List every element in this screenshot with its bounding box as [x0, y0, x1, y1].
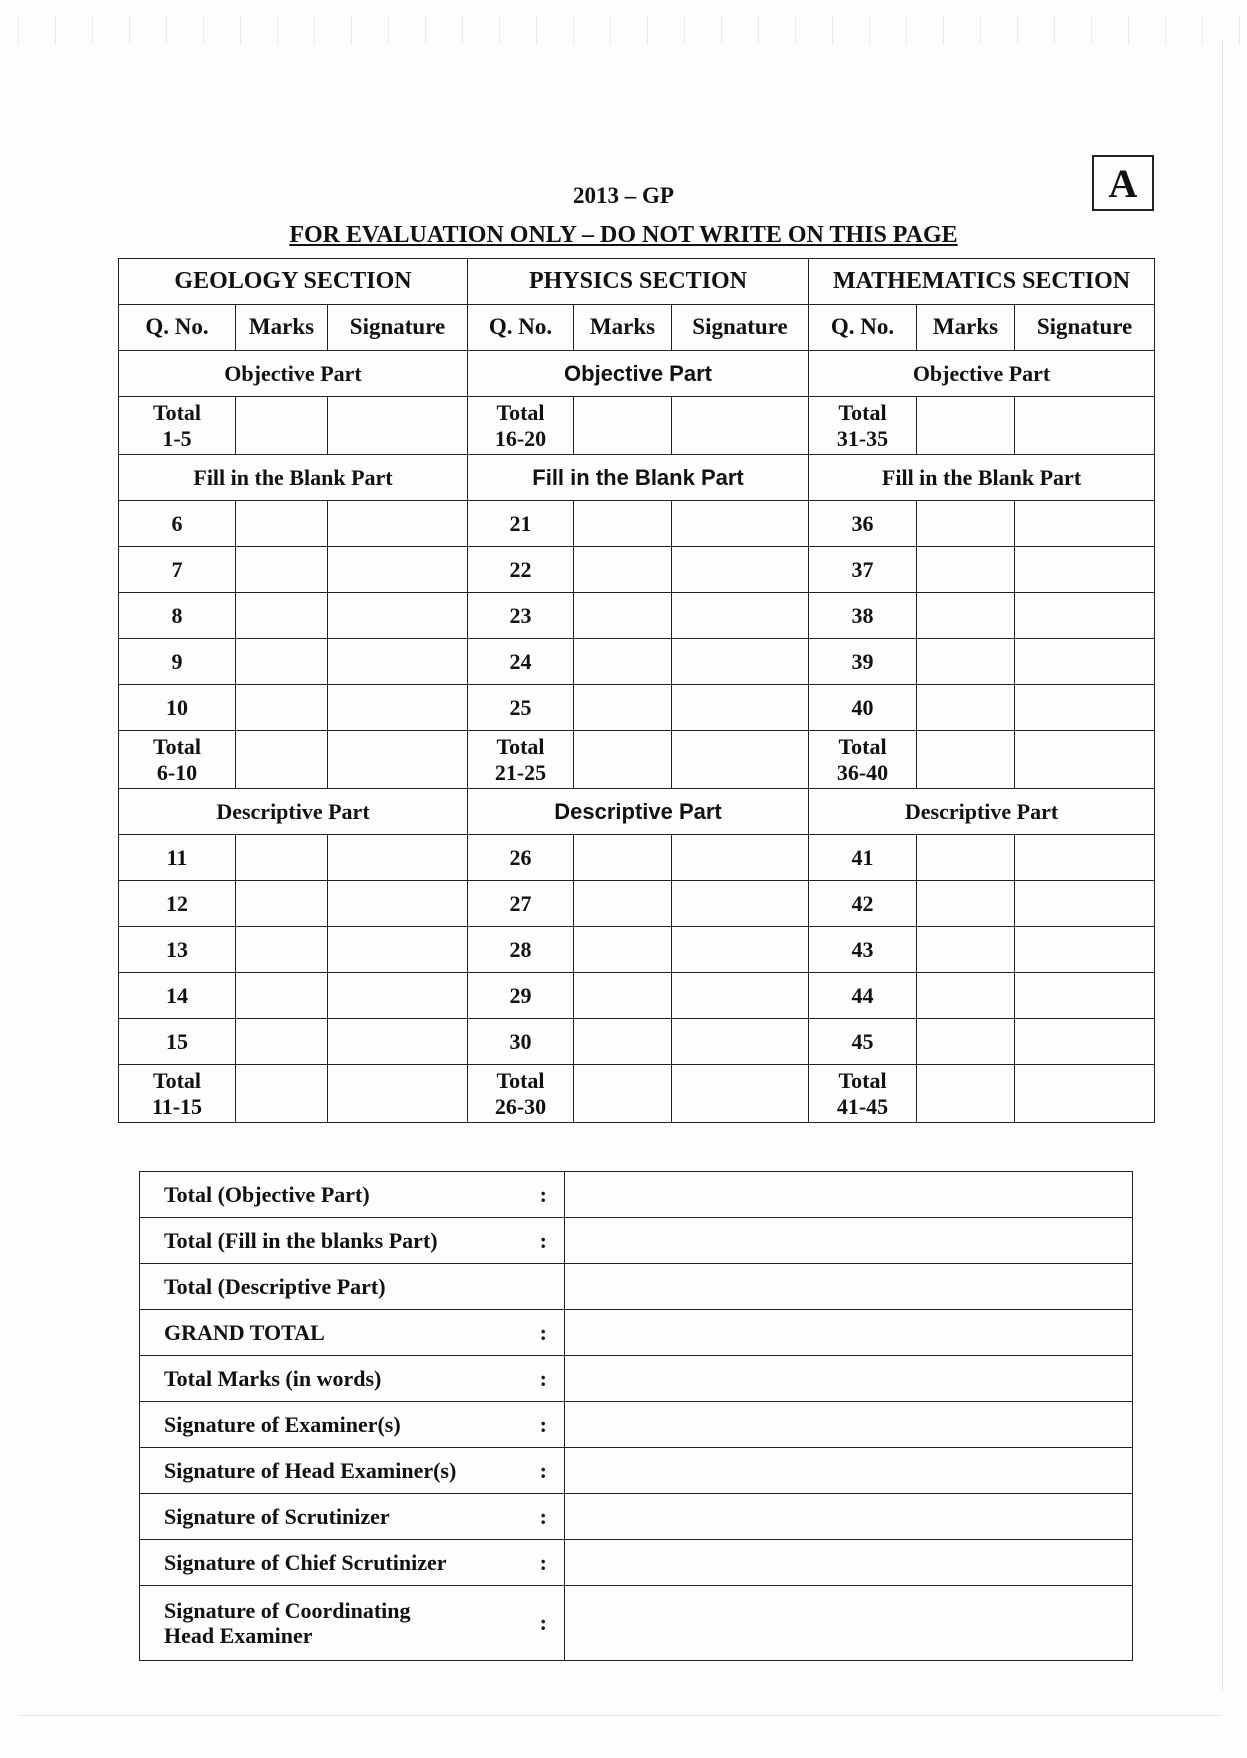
summary-label: Total Marks (in words)	[140, 1356, 523, 1402]
scan-noise-top	[0, 16, 1247, 44]
question-number: 23	[468, 593, 574, 639]
summary-colon: :	[523, 1172, 565, 1218]
total-label: Total	[496, 1068, 545, 1094]
signature-cell[interactable]	[328, 547, 468, 593]
marks-cell[interactable]	[236, 973, 328, 1019]
summary-colon: :	[523, 1402, 565, 1448]
marks-cell[interactable]	[574, 593, 672, 639]
total-row-label	[809, 731, 917, 789]
evaluation-notice: FOR EVALUATION ONLY – DO NOT WRITE ON THIS PAGE	[289, 222, 958, 248]
question-number: 41	[809, 835, 917, 881]
summary-label	[140, 1586, 523, 1661]
question-number: 43	[809, 927, 917, 973]
signature-cell[interactable]	[1015, 639, 1155, 685]
total-row-label	[119, 397, 236, 455]
total-row-label	[809, 1065, 917, 1123]
qno-header: Q. No.	[119, 305, 236, 351]
summary-entry-field[interactable]	[565, 1494, 1133, 1540]
summary-entry-field[interactable]	[565, 1218, 1133, 1264]
total-range: 1-5	[162, 425, 192, 451]
marks-cell[interactable]	[236, 881, 328, 927]
scan-edge-right	[1222, 40, 1223, 1690]
total-label: Total	[152, 734, 202, 760]
marks-cell[interactable]	[917, 685, 1015, 731]
marks-cell[interactable]	[917, 1065, 1015, 1123]
total-row-label	[468, 397, 574, 455]
signature-cell[interactable]	[1015, 835, 1155, 881]
question-number: 13	[119, 927, 236, 973]
total-range: 21-25	[494, 759, 547, 785]
question-number: 6	[119, 501, 236, 547]
summary-label: Signature of Head Examiner(s)	[140, 1448, 523, 1494]
signature-cell[interactable]	[1015, 1019, 1155, 1065]
marks-cell[interactable]	[917, 593, 1015, 639]
summary-table	[139, 1171, 1133, 1661]
marks-cell[interactable]	[236, 927, 328, 973]
summary-colon: :	[523, 1540, 565, 1586]
summary-entry-field[interactable]	[565, 1172, 1133, 1218]
marks-cell[interactable]	[236, 835, 328, 881]
total-range: 11-15	[151, 1093, 203, 1119]
total-range: 6-10	[156, 759, 198, 785]
total-label: Total	[838, 1068, 887, 1094]
summary-label: Signature of Examiner(s)	[140, 1402, 523, 1448]
summary-entry-field[interactable]	[565, 1310, 1133, 1356]
total-range: 41-45	[836, 1093, 889, 1119]
marks-cell[interactable]	[917, 927, 1015, 973]
signature-cell[interactable]	[672, 881, 809, 927]
marks-header: Marks	[574, 305, 672, 351]
marks-cell[interactable]	[236, 1019, 328, 1065]
question-number: 30	[468, 1019, 574, 1065]
question-number: 22	[468, 547, 574, 593]
signature-cell[interactable]	[1015, 1065, 1155, 1123]
marks-header: Marks	[236, 305, 328, 351]
total-label: Total	[838, 734, 887, 760]
total-range: 31-35	[836, 425, 889, 451]
signature-cell[interactable]	[1015, 593, 1155, 639]
summary-entry-field[interactable]	[565, 1356, 1133, 1402]
signature-cell[interactable]	[672, 501, 809, 547]
marks-cell[interactable]	[236, 397, 328, 455]
part-heading: Descriptive Part	[119, 789, 468, 835]
total-row-label	[468, 731, 574, 789]
summary-colon: :	[523, 1356, 565, 1402]
question-number: 28	[468, 927, 574, 973]
summary-label: Signature of Scrutinizer	[140, 1494, 523, 1540]
summary-label: Total (Fill in the blanks Part)	[140, 1218, 523, 1264]
summary-colon: :	[523, 1310, 565, 1356]
marks-cell[interactable]	[574, 927, 672, 973]
marks-cell[interactable]	[574, 835, 672, 881]
question-number: 37	[809, 547, 917, 593]
marks-cell[interactable]	[236, 1065, 328, 1123]
total-row-label	[809, 397, 917, 455]
signature-cell[interactable]	[672, 593, 809, 639]
total-row-label	[119, 731, 236, 789]
signature-cell[interactable]	[672, 973, 809, 1019]
question-number: 45	[809, 1019, 917, 1065]
signature-cell[interactable]	[1015, 927, 1155, 973]
total-label: Total	[152, 400, 202, 426]
part-heading: Fill in the Blank Part	[468, 455, 809, 501]
marks-grid	[118, 258, 1155, 1123]
question-number: 8	[119, 593, 236, 639]
marks-cell[interactable]	[574, 685, 672, 731]
signature-cell[interactable]	[672, 1065, 809, 1123]
summary-label: GRAND TOTAL	[140, 1310, 523, 1356]
section-title: MATHEMATICS SECTION	[809, 259, 1155, 305]
marks-cell[interactable]	[917, 835, 1015, 881]
marks-cell[interactable]	[917, 731, 1015, 789]
question-number: 21	[468, 501, 574, 547]
marks-cell[interactable]	[917, 1019, 1015, 1065]
marks-cell[interactable]	[574, 1019, 672, 1065]
section-title: PHYSICS SECTION	[468, 259, 809, 305]
marks-cell[interactable]	[917, 973, 1015, 1019]
question-number: 15	[119, 1019, 236, 1065]
summary-entry-field[interactable]	[565, 1402, 1133, 1448]
marks-cell[interactable]	[574, 397, 672, 455]
summary-entry-field[interactable]	[565, 1586, 1133, 1661]
marks-cell[interactable]	[917, 547, 1015, 593]
marks-cell[interactable]	[574, 501, 672, 547]
total-label: Total	[152, 1068, 202, 1094]
signature-header: Signature	[1015, 305, 1155, 351]
total-row-label	[119, 1065, 236, 1123]
part-heading: Descriptive Part	[809, 789, 1155, 835]
summary-label: Signature of Chief Scrutinizer	[140, 1540, 523, 1586]
signature-cell[interactable]	[328, 397, 468, 455]
total-row-label	[468, 1065, 574, 1123]
scan-edge-bottom	[20, 1715, 1220, 1716]
signature-cell[interactable]	[672, 1019, 809, 1065]
question-number: 26	[468, 835, 574, 881]
marks-cell[interactable]	[574, 547, 672, 593]
signature-header: Signature	[672, 305, 809, 351]
total-label: Total	[838, 400, 887, 426]
question-number: 42	[809, 881, 917, 927]
summary-colon: :	[523, 1218, 565, 1264]
part-heading: Objective Part	[468, 351, 809, 397]
signature-cell[interactable]	[1015, 685, 1155, 731]
signature-cell[interactable]	[328, 639, 468, 685]
marks-cell[interactable]	[574, 881, 672, 927]
total-label: Total	[496, 400, 545, 426]
summary-colon	[523, 1264, 565, 1310]
signature-cell[interactable]	[672, 547, 809, 593]
signature-cell[interactable]	[672, 639, 809, 685]
signature-cell[interactable]	[328, 1019, 468, 1065]
signature-cell[interactable]	[1015, 731, 1155, 789]
question-number: 29	[468, 973, 574, 1019]
marks-cell[interactable]	[917, 881, 1015, 927]
document-code: 2013 – GP	[573, 183, 674, 208]
signature-cell[interactable]	[328, 973, 468, 1019]
marks-cell[interactable]	[574, 973, 672, 1019]
marks-cell[interactable]	[236, 501, 328, 547]
summary-colon: :	[523, 1586, 565, 1661]
signature-cell[interactable]	[1015, 881, 1155, 927]
marks-cell[interactable]	[236, 685, 328, 731]
total-range: 36-40	[836, 759, 889, 785]
total-range: 16-20	[494, 425, 547, 451]
signature-cell[interactable]	[328, 501, 468, 547]
signature-cell[interactable]	[672, 927, 809, 973]
marks-cell[interactable]	[574, 1065, 672, 1123]
paper-code-letter: A	[1108, 160, 1138, 206]
section-title: GEOLOGY SECTION	[119, 259, 468, 305]
part-heading: Fill in the Blank Part	[809, 455, 1155, 501]
marks-header: Marks	[917, 305, 1015, 351]
marks-cell[interactable]	[917, 639, 1015, 685]
signature-cell[interactable]	[1015, 547, 1155, 593]
signature-cell[interactable]	[672, 835, 809, 881]
question-number: 25	[468, 685, 574, 731]
signature-cell[interactable]	[1015, 501, 1155, 547]
summary-label-line1: Signature of Coordinating	[164, 1597, 411, 1623]
signature-cell[interactable]	[328, 731, 468, 789]
marks-cell[interactable]	[917, 397, 1015, 455]
question-number: 10	[119, 685, 236, 731]
signature-cell[interactable]	[328, 881, 468, 927]
question-number: 12	[119, 881, 236, 927]
signature-cell[interactable]	[672, 397, 809, 455]
question-number: 14	[119, 973, 236, 1019]
summary-entry-field[interactable]	[565, 1448, 1133, 1494]
signature-cell[interactable]	[672, 731, 809, 789]
marks-cell[interactable]	[574, 731, 672, 789]
marks-cell[interactable]	[236, 593, 328, 639]
question-number: 27	[468, 881, 574, 927]
marks-cell[interactable]	[236, 639, 328, 685]
summary-colon: :	[523, 1448, 565, 1494]
signature-cell[interactable]	[328, 835, 468, 881]
signature-cell[interactable]	[1015, 973, 1155, 1019]
summary-label: Total (Descriptive Part)	[140, 1264, 523, 1310]
marks-cell[interactable]	[917, 501, 1015, 547]
question-number: 44	[809, 973, 917, 1019]
signature-cell[interactable]	[328, 685, 468, 731]
qno-header: Q. No.	[809, 305, 917, 351]
signature-cell[interactable]	[328, 593, 468, 639]
part-heading: Descriptive Part	[468, 789, 809, 835]
signature-cell[interactable]	[672, 685, 809, 731]
part-heading: Objective Part	[809, 351, 1155, 397]
signature-cell[interactable]	[328, 927, 468, 973]
question-number: 24	[468, 639, 574, 685]
question-number: 38	[809, 593, 917, 639]
signature-cell[interactable]	[328, 1065, 468, 1123]
marks-cell[interactable]	[236, 547, 328, 593]
question-number: 39	[809, 639, 917, 685]
question-number: 9	[119, 639, 236, 685]
question-number: 36	[809, 501, 917, 547]
summary-label: Total (Objective Part)	[140, 1172, 523, 1218]
signature-cell[interactable]	[1015, 397, 1155, 455]
marks-cell[interactable]	[236, 731, 328, 789]
total-range: 26-30	[494, 1093, 547, 1119]
signature-header: Signature	[328, 305, 468, 351]
question-number: 40	[809, 685, 917, 731]
summary-colon: :	[523, 1494, 565, 1540]
summary-label-line2: Head Examiner	[164, 1623, 313, 1648]
question-number: 7	[119, 547, 236, 593]
question-number: 11	[119, 835, 236, 881]
marks-cell[interactable]	[574, 639, 672, 685]
part-heading: Fill in the Blank Part	[119, 455, 468, 501]
total-label: Total	[496, 734, 545, 760]
summary-entry-field[interactable]	[565, 1540, 1133, 1586]
part-heading: Objective Part	[119, 351, 468, 397]
summary-entry-field[interactable]	[565, 1264, 1133, 1310]
qno-header: Q. No.	[468, 305, 574, 351]
